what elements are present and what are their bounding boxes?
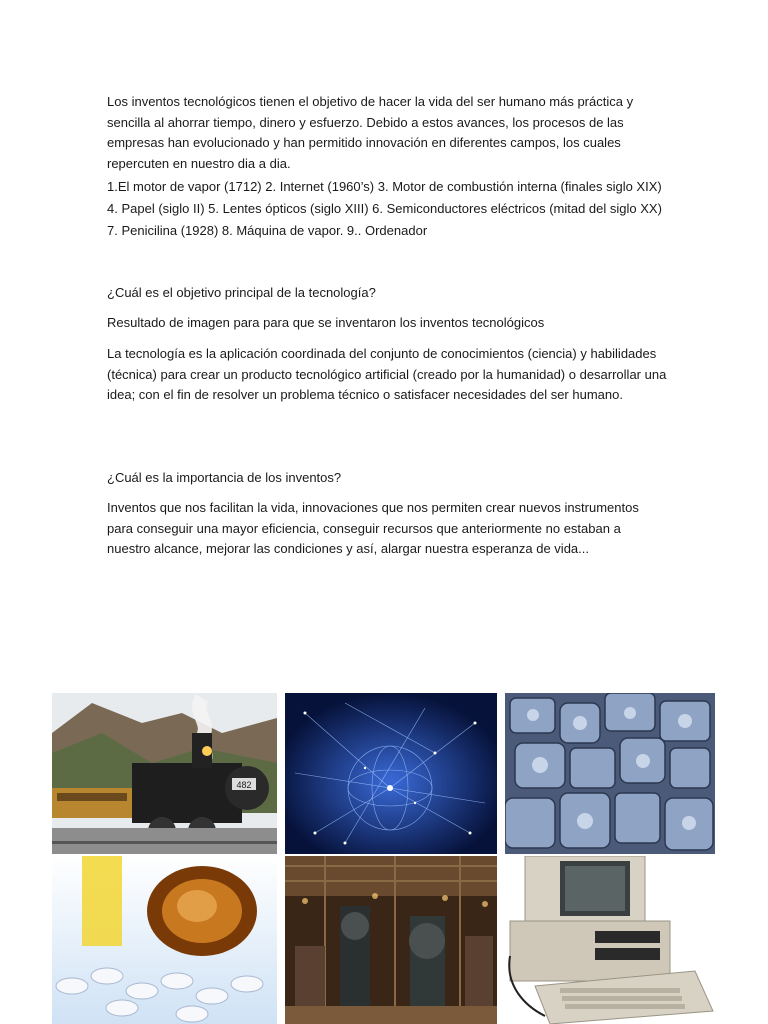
intro-paragraph: Los inventos tecnológicos tienen el objetivo de hacer la vida del ser humano más práctica y sencilla al ahorrar tiempo, dinero y esfuerzo. Debido a estos avances, los procesos de las empresas han evolucionado y han permitido innovación en diferentes campos, los cuales repercuten en nuestro dia a dia. [107, 94, 634, 171]
inventions-list: 1.El motor de vapor (1712) 2. Internet (1960’s) 3. Motor de combustión interna (finales siglo XIX) 4. Papel (siglo II) 5. Lentes ópticos (siglo XIII) 6. Semiconductores eléctricos (mitad del siglo XX) 7. Penicilina (1928) 8. Máquina de vapor. 9.. Ordenador [107, 179, 662, 238]
penicillin-pills-photo [52, 856, 277, 1024]
technology-definition [107, 344, 667, 406]
importance-paragraph-text: Inventos que nos facilitan la vida, innovaciones que nos permiten crear nuevos instrumentos para conseguir una mayor eficiencia, conseguir recursos que anteriormente no estaban a nuestro alcance, mejorar las condiciones y así, alargar nuestra esperanza de vida... [107, 500, 639, 556]
steam-factory-photo [285, 856, 497, 1024]
image-result-line [107, 313, 667, 334]
question-objective-text: ¿Cuál es el objetivo principal de la tecnología? [107, 285, 376, 300]
technology-definition-text: La tecnología es la aplicación coordinada del conjunto de conocimientos (ciencia) y habilidades (técnica) para crear un producto tecnológico artificial (creado por la humanidad) o desarrollar una idea; con el fin de resolver un problema técnico o satisfacer necesidades del ser humano. [107, 346, 667, 402]
intro-section [107, 92, 667, 242]
image-result-text: Resultado de imagen para para que se inventaron los inventos tecnológicos [107, 315, 545, 330]
steam-locomotive-photo [52, 693, 277, 854]
question-objective [107, 283, 667, 304]
importance-paragraph [107, 498, 667, 560]
question-importance [107, 468, 667, 489]
engine-parts-photo [505, 693, 715, 854]
vintage-computer-photo [505, 856, 715, 1024]
digital-network-photo [285, 693, 497, 854]
svg-text:482: 482 [236, 780, 252, 790]
question-importance-text: ¿Cuál es la importancia de los inventos? [107, 470, 342, 485]
